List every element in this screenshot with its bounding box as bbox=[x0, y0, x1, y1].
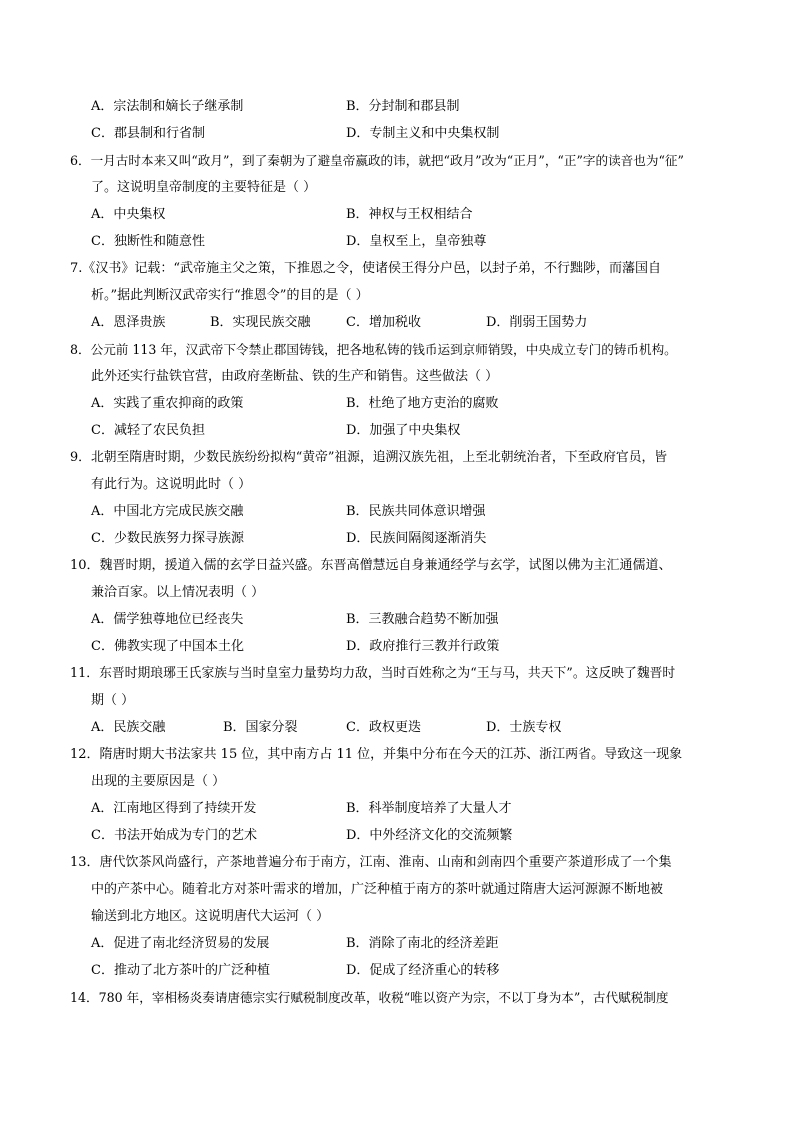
q7-option-d: D．削弱王国势力 bbox=[486, 315, 588, 330]
q13-option-b: B．消除了南北的经济差距 bbox=[346, 936, 499, 951]
q11-option-a: A．民族交融 bbox=[91, 720, 166, 735]
q8-stem-line-2 bbox=[0, 364, 794, 390]
q10-stem-line-1 bbox=[0, 553, 794, 579]
q8-option-b: B．杜绝了地方吏治的腐败 bbox=[346, 396, 499, 411]
q10-stem-text-1: 10．魏晋时期，援道入儒的玄学日益兴盛。东晋高僧慧远自身兼通经学与玄学，试图以佛为主汇通儒道、 bbox=[70, 558, 672, 573]
q7-stem-line-2 bbox=[0, 283, 794, 309]
q5-option-c: C．郡县制和行省制 bbox=[91, 126, 205, 141]
q13-option-a: A．促进了南北经济贸易的发展 bbox=[91, 936, 270, 951]
q11-option-c: C．政权更迭 bbox=[346, 720, 421, 735]
q11-stem-text-2: 期（ ） bbox=[91, 693, 135, 708]
question-10-options-row-2 bbox=[0, 634, 794, 660]
q6-option-c: C．独断性和随意性 bbox=[91, 234, 205, 249]
q9-stem-line-1 bbox=[0, 445, 794, 471]
q8-stem-text-2: 此外还实行盐铁官营，由政府垄断盐、铁的生产和销售。这些做法（ ） bbox=[91, 369, 499, 384]
q12-option-a: A．江南地区得到了持续开发 bbox=[91, 801, 257, 816]
q7-stem-text-2: 析。”据此判断汉武帝实行“推恩令”的目的是（ ） bbox=[91, 288, 369, 303]
question-8-options-row-2 bbox=[0, 418, 794, 444]
q12-option-d: D．中外经济文化的交流频繁 bbox=[346, 828, 513, 843]
q12-stem-line-2 bbox=[0, 769, 794, 795]
q5-option-b: B．分封制和郡县制 bbox=[346, 99, 460, 114]
q7-option-a: A．恩泽贵族 bbox=[91, 315, 166, 330]
q13-option-d: D．促成了经济重心的转移 bbox=[346, 963, 500, 978]
q12-option-c: C．书法开始成为专门的艺术 bbox=[91, 828, 257, 843]
q13-stem-text-3: 输送到北方地区。这说明唐代大运河（ ） bbox=[91, 909, 330, 924]
question-9-options-row-1 bbox=[0, 499, 794, 525]
question-7-options-row bbox=[0, 310, 794, 336]
q13-stem-text-1: 13．唐代饮茶风尚盛行，产茶地普遍分布于南方，江南、淮南、山南和剑南四个重要产茶道形成了一个集 bbox=[70, 855, 672, 870]
question-6-options-row-1 bbox=[0, 202, 794, 228]
q9-stem-text-2: 有此行为。这说明此时（ ） bbox=[91, 477, 252, 492]
q8-option-a: A．实践了重农抑商的政策 bbox=[91, 396, 244, 411]
q14-stem-text-1: 14．780 年，宰相杨炎奏请唐德宗实行赋税制度改革，收税“唯以资产为宗，不以丁身为本”，古代赋税制度 bbox=[70, 990, 669, 1005]
q13-stem-line-2 bbox=[0, 877, 794, 903]
q10-stem-line-2 bbox=[0, 580, 794, 606]
q6-stem-text-1: 6．一月古时本来又叫“政月”，到了秦朝为了避皇帝嬴政的讳，就把“政月”改为“正月”，“正”字的读音也为“征” bbox=[70, 153, 684, 168]
question-5-options-row-2 bbox=[0, 121, 794, 147]
q9-stem-line-2 bbox=[0, 472, 794, 498]
q10-stem-text-2: 兼洽百家。以上情况表明（ ） bbox=[91, 585, 265, 600]
q12-stem-text-1: 12．隋唐时期大书法家共 15 位，其中南方占 11 位，并集中分布在今天的江苏、浙江两省。导致这一现象 bbox=[70, 747, 683, 762]
question-11-options-row bbox=[0, 715, 794, 741]
question-6-options-row-2 bbox=[0, 229, 794, 255]
q10-option-a: A．儒学独尊地位已经丧失 bbox=[91, 612, 244, 627]
q8-stem-line-1 bbox=[0, 337, 794, 363]
q11-stem-text-1: 11．东晋时期琅琊王氏家族与当时皇室力量势均力敌，当时百姓称之为“王与马，共天下”。这反映了魏晋时 bbox=[70, 666, 676, 681]
q5-option-d: D．专制主义和中央集权制 bbox=[346, 126, 500, 141]
q8-option-c: C．减轻了农民负担 bbox=[91, 423, 205, 438]
q6-stem-text-2: 了。这说明皇帝制度的主要特征是（ ） bbox=[91, 180, 317, 195]
q7-option-b: B．实现民族交融 bbox=[210, 315, 311, 330]
question-8-options-row-1 bbox=[0, 391, 794, 417]
q8-option-d: D．加强了中央集权 bbox=[346, 423, 461, 438]
q10-option-d: D．政府推行三教并行政策 bbox=[346, 639, 500, 654]
q6-option-d: D．皇权至上，皇帝独尊 bbox=[346, 234, 487, 249]
q11-option-b: B．国家分裂 bbox=[223, 720, 298, 735]
question-13-options-row-2 bbox=[0, 958, 794, 984]
q6-stem-line-2 bbox=[0, 175, 794, 201]
q11-option-d: D．士族专权 bbox=[486, 720, 562, 735]
q9-option-a: A．中国北方完成民族交融 bbox=[91, 504, 244, 519]
q8-stem-text-1: 8．公元前 113 年，汉武帝下令禁止郡国铸钱，把各地私铸的钱币运到京师销毁，中央成立专门的铸币机构。 bbox=[70, 342, 677, 357]
q7-stem-text-1: 7.《汉书》记载：“武帝施主父之策，下推恩之令，使诸侯王得分户邑，以封子弟，不行黜陟，而藩国自 bbox=[70, 261, 662, 276]
q5-option-a: A．宗法制和嫡长子继承制 bbox=[91, 99, 244, 114]
q9-stem-text-1: 9．北朝至隋唐时期，少数民族纷纷拟构“黄帝”祖源，追溯汉族先祖，上至北朝统治者，下至政府官员，皆 bbox=[70, 450, 668, 465]
q9-option-c: C．少数民族努力探寻族源 bbox=[91, 531, 244, 546]
q10-option-c: C．佛教实现了中国本土化 bbox=[91, 639, 244, 654]
q12-option-b: B．科举制度培养了大量人才 bbox=[346, 801, 512, 816]
q7-option-c: C．增加税收 bbox=[346, 315, 421, 330]
q6-option-a: A．中央集权 bbox=[91, 207, 166, 222]
q13-stem-line-3 bbox=[0, 904, 794, 930]
q12-stem-text-2: 出现的主要原因是（ ） bbox=[91, 774, 226, 789]
question-12-options-row-1 bbox=[0, 796, 794, 822]
question-5-options-row-1 bbox=[0, 94, 794, 120]
q7-stem-line-1 bbox=[0, 256, 794, 282]
q10-option-b: B．三教融合趋势不断加强 bbox=[346, 612, 499, 627]
question-9-options-row-2 bbox=[0, 526, 794, 552]
q9-option-b: B．民族共同体意识增强 bbox=[346, 504, 486, 519]
q6-option-b: B．神权与王权相结合 bbox=[346, 207, 473, 222]
q11-stem-line-2 bbox=[0, 688, 794, 714]
q13-option-c: C．推动了北方茶叶的广泛种植 bbox=[91, 963, 270, 978]
q11-stem-line-1 bbox=[0, 661, 794, 687]
q9-option-d: D．民族间隔阂逐渐消失 bbox=[346, 531, 487, 546]
question-13-options-row-1 bbox=[0, 931, 794, 957]
q12-stem-line-1 bbox=[0, 742, 794, 768]
question-12-options-row-2 bbox=[0, 823, 794, 849]
q13-stem-text-2: 中的产茶中心。随着北方对茶叶需求的增加，广泛种植于南方的茶叶就通过隋唐大运河源源不断地被 bbox=[91, 882, 664, 897]
q6-stem-line-1 bbox=[0, 148, 794, 174]
question-10-options-row-1 bbox=[0, 607, 794, 633]
q13-stem-line-1 bbox=[0, 850, 794, 876]
q14-stem-line-1 bbox=[0, 985, 794, 1011]
